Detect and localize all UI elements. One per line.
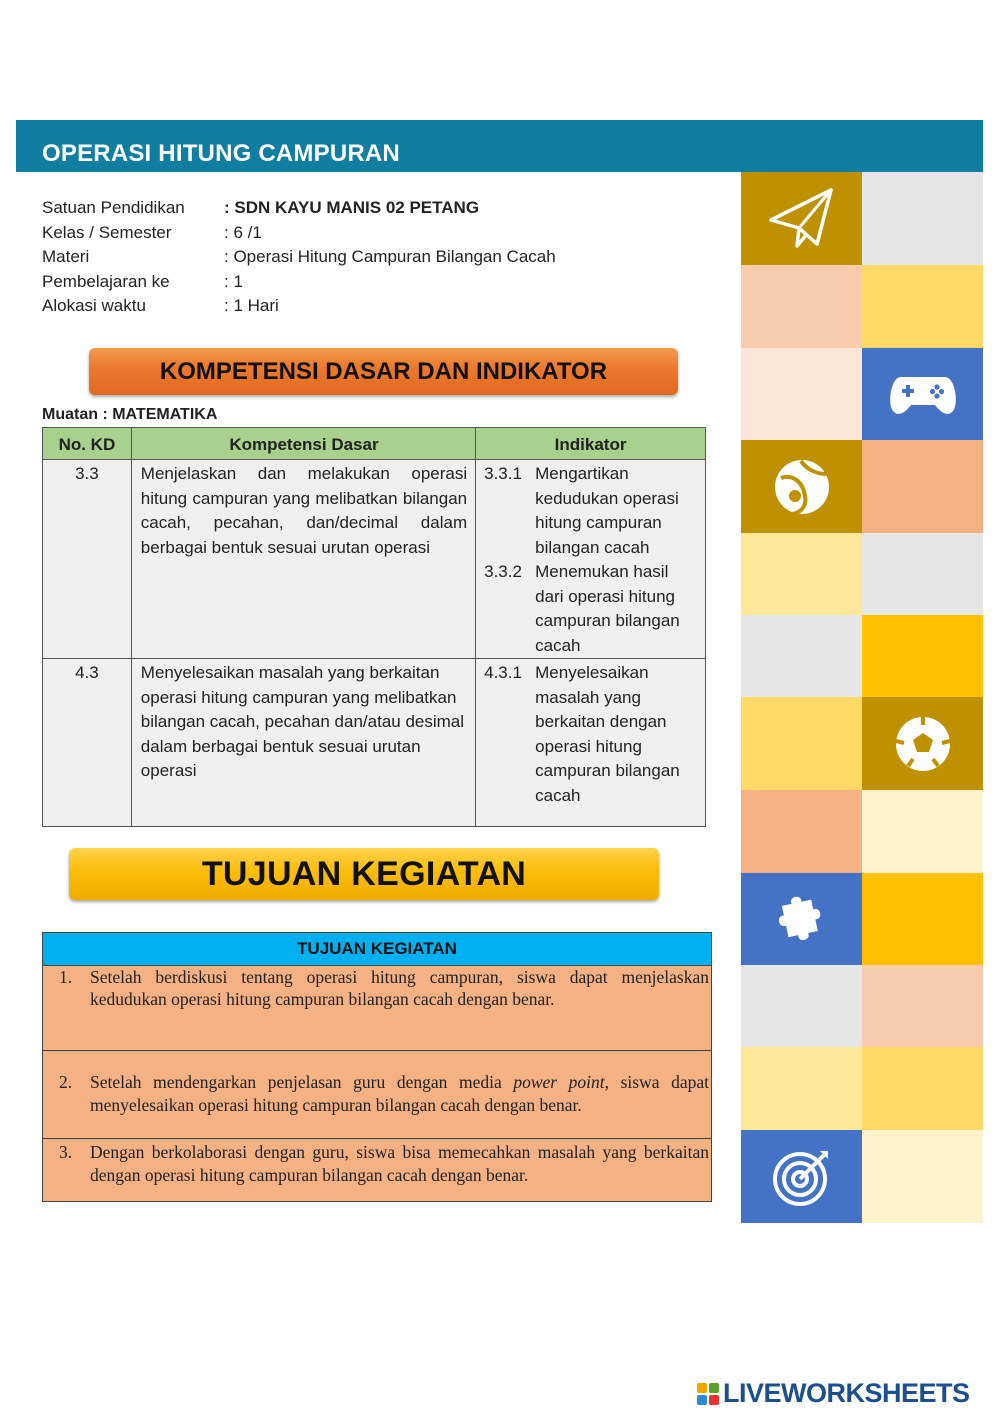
muatan-label: Muatan : MATEMATIKA [42,406,218,423]
tujuan-text: Setelah berdiskusi tentang operasi hitung campuran, siswa dapat menjelaskan kedudukan operasi hitung campuran bilangan cacah dengan benar. [90,967,709,1009]
tujuan-cell [43,966,712,1051]
gamepad-icon [887,369,959,419]
info-value: : 1 [224,271,243,291]
kd-description: Menjelaskan dan melakukan operasi hitung campuran yang melibatkan bilangan cacah, pecahan, dan/decimal dalam berbagai bentuk sesuai urutan operasi [131,460,475,659]
info-label: Pembelajaran ke [42,271,170,291]
info-value: : Operasi Hitung Campuran Bilangan Cacah [224,247,556,266]
tujuan-item [43,1139,711,1187]
indikator-text: Menemukan hasil dari operasi hitung campuran bilangan cacah [535,562,680,655]
decor-tile [741,965,862,1047]
header-no-kd: No. KD [43,428,132,460]
decor-tile [862,265,983,348]
indikator-cell [476,659,706,827]
indikator-cell [476,460,706,659]
decor-tile [862,965,983,1047]
tujuan-banner: TUJUAN KEGIATAN [69,848,659,900]
tujuan-text-italic: power point [513,1072,605,1092]
decor-tile [862,697,983,790]
header-indikator: Indikator [476,428,706,460]
logo-square [709,1395,719,1405]
table-row [43,966,712,1051]
kd-number: 3.3 [43,460,132,659]
indikator-number: 3.3.2 [484,562,522,581]
decor-tile [741,440,862,533]
puzzle-piece-icon [771,888,833,950]
tujuan-header: TUJUAN KEGIATAN [43,933,712,966]
tujuan-text-part: , siswa dapat menyelesaikan operasi hitung campuran bilangan cacah dengan benar. [90,1072,709,1115]
brand-watermark [697,1378,970,1409]
decor-tile [862,440,983,533]
soccer-ball-icon [892,713,954,775]
tujuan-cell [43,1139,712,1202]
logo-square [697,1395,707,1405]
indikator-item [484,560,697,658]
brand-logo-icon [697,1383,719,1405]
decor-tile [741,533,862,615]
decor-tile [741,697,862,790]
decor-tile [862,172,983,265]
info-row-alokasi [42,294,556,319]
kd-description: Menyelesaikan masalah yang berkaitan operasi hitung campuran yang melibatkan bilangan cacah, pecahan dan/atau desimal dalam berbagai bentuk sesuai urutan operasi [131,659,475,827]
decor-tile [741,348,862,440]
page-title: OPERASI HITUNG CAMPURAN [42,140,400,167]
tujuan-text: Dengan berkolaborasi dengan guru, siswa bisa memecahkan masalah yang berkaitan dengan operasi hitung campuran bilangan cacah dengan benar. [90,1142,709,1185]
tujuan-text-part: Setelah mendengarkan penjelasan guru dengan media [90,1072,514,1092]
decor-tile [741,790,862,873]
indikator-text: Mengartikan kedudukan operasi hitung campuran bilangan cacah [535,464,679,557]
tujuan-number: 3. [59,1142,73,1162]
beach-ball-icon [771,456,833,518]
tujuan-number: 2. [59,1072,73,1092]
decor-tile [862,348,983,440]
target-icon [770,1145,834,1209]
decor-tile [862,790,983,873]
info-label: Satuan Pendidikan [42,198,185,217]
info-label: Materi [42,247,90,266]
indikator-item [484,462,697,560]
info-value: : 1 Hari [224,296,279,315]
info-row-materi [42,245,556,270]
tujuan-text [90,1071,709,1117]
header-kompetensi: Kompetensi Dasar [131,428,475,460]
kd-table-header [43,428,706,460]
tujuan-item [43,966,711,1010]
info-label: Alokasi waktu [42,296,146,315]
decor-tile [862,615,983,697]
info-row-pembelajaran [42,270,556,295]
decor-tile [741,615,862,697]
decor-tile [862,873,983,965]
decor-tile [741,265,862,348]
info-block [42,196,556,319]
decor-tile [862,1130,983,1223]
indikator-text: Menyelesaikan masalah yang berkaitan dengan operasi hitung campuran bilangan cacah [535,663,680,805]
decor-tile [741,1047,862,1130]
kd-table [42,427,706,827]
decor-tile [862,533,983,615]
brand-name: LIVEWORKSHEETS [723,1378,970,1408]
decor-tile [862,1047,983,1130]
paper-plane-icon [767,186,837,252]
logo-square [709,1383,719,1393]
table-row [43,1139,712,1202]
tujuan-number: 1. [59,967,73,987]
tujuan-item [43,1051,711,1117]
indikator-item [484,661,697,808]
table-row [43,1051,712,1139]
kd-banner: KOMPETENSI DASAR DAN INDIKATOR [89,348,678,395]
table-row [43,460,706,659]
info-value: : 6 /1 [224,222,262,242]
kd-number: 4.3 [43,659,132,827]
indikator-number: 3.3.1 [484,464,522,483]
tujuan-table-header [43,933,712,966]
info-label: Kelas / Semester [42,222,172,242]
info-row-kelas [42,221,556,246]
logo-square [697,1383,707,1393]
table-row [43,659,706,827]
tujuan-cell [43,1051,712,1139]
indikator-number: 4.3.1 [484,663,522,682]
decor-tile [741,1130,862,1223]
info-row-satuan [42,196,556,221]
decor-tile [741,172,862,265]
info-value: : SDN KAYU MANIS 02 PETANG [224,198,480,217]
tujuan-table [42,932,712,1202]
decor-tile [741,873,862,965]
